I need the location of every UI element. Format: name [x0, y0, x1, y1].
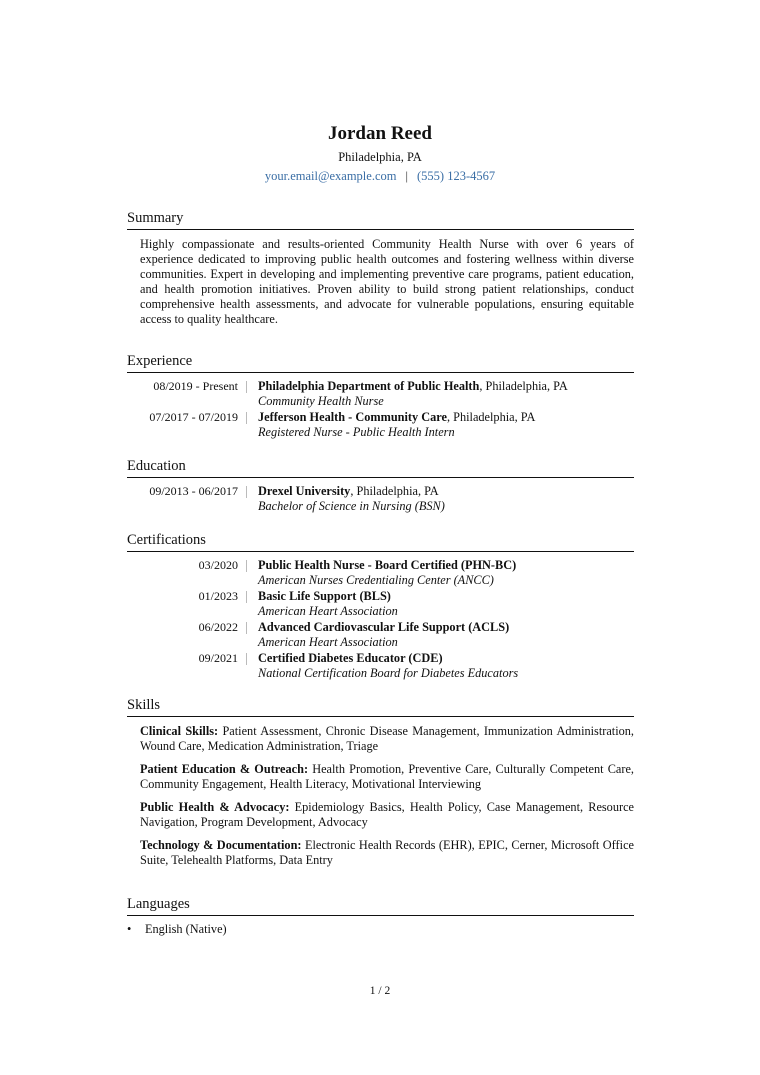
- education-section: [127, 457, 634, 515]
- skill-group-label: Public Health & Advocacy:: [140, 800, 290, 814]
- skill-group-label: Patient Education & Outreach:: [140, 762, 309, 776]
- entry-divider: [246, 591, 247, 603]
- section-title-summary: Summary: [127, 209, 634, 230]
- certification-issuer: National Certification Board for Diabetes Educators: [258, 666, 519, 680]
- skill-group: [140, 838, 634, 868]
- bullet-icon: •: [127, 922, 132, 936]
- skill-group-text: Health Promotion, Preventive Care, Culturally Competent Care, Community Engagement, Health Literacy, Motivational Interviewing: [140, 762, 634, 791]
- certification-entry: [127, 620, 634, 651]
- certification-issuer: American Heart Association: [258, 604, 398, 618]
- entry-date: 03/2020: [198, 558, 238, 572]
- language-text: English (Native): [145, 922, 227, 936]
- entry-organization: Philadelphia Department of Public Health: [258, 379, 480, 393]
- languages-section: [127, 895, 634, 937]
- phone-link[interactable]: (555) 123-4567: [417, 169, 496, 183]
- entry-date: 09/2013 - 06/2017: [149, 484, 238, 498]
- experience-entry: [127, 379, 634, 410]
- entry-organization: Drexel University: [258, 484, 351, 498]
- section-title-skills: Skills: [127, 696, 634, 717]
- entry-degree: Bachelor of Science in Nursing (BSN): [258, 499, 445, 513]
- skill-group-text: Electronic Health Records (EHR), EPIC, Cerner, Microsoft Office Suite, Telehealth Platforms, Data Entry: [140, 838, 634, 867]
- summary-text: Highly compassionate and results-oriented Community Health Nurse with over 6 years of experience dedicated to improving public health outcomes and fostering wellness within diverse communities. Expert in developing and implementing preventive care programs, patient education, and health promotion initiatives. Proven ability to build strong patient relationships, conduct comprehensive health assessments, and advocate for vulnerable populations, ensuring equitable access to quality healthcare.: [140, 237, 634, 326]
- certification-issuer: American Heart Association: [258, 635, 398, 649]
- certification-name: Certified Diabetes Educator (CDE): [258, 651, 443, 665]
- certification-entry: [127, 558, 634, 589]
- experience-section: [127, 352, 634, 441]
- skills-section: [127, 696, 634, 868]
- entry-organization: Jefferson Health - Community Care: [258, 410, 447, 424]
- entry-date: 08/2019 - Present: [153, 379, 238, 393]
- contact-line: [0, 168, 760, 184]
- skill-group: [140, 724, 634, 754]
- entry-place: , Philadelphia, PA: [350, 484, 439, 498]
- summary-section: [127, 209, 634, 327]
- email-link[interactable]: your.email@example.com: [264, 169, 397, 183]
- skill-group-label: Clinical Skills:: [140, 724, 219, 738]
- section-title-education: Education: [127, 457, 634, 478]
- candidate-name: Jordan Reed: [328, 123, 432, 144]
- entry-date: 06/2022: [198, 620, 238, 634]
- language-item: [127, 922, 634, 937]
- entry-divider: [246, 653, 247, 665]
- candidate-location: Philadelphia, PA: [338, 150, 422, 164]
- experience-entry: [127, 410, 634, 441]
- entry-role: Community Health Nurse: [258, 394, 384, 408]
- entry-date: 01/2023: [198, 589, 238, 603]
- skill-group: [140, 762, 634, 792]
- entry-divider: [246, 412, 247, 424]
- entry-role: Registered Nurse - Public Health Intern: [258, 425, 455, 439]
- certification-issuer: American Nurses Credentialing Center (ANCC): [258, 573, 494, 587]
- section-title-languages: Languages: [127, 895, 634, 916]
- entry-divider: [246, 381, 247, 393]
- entry-divider: [246, 560, 247, 572]
- certification-name: Advanced Cardiovascular Life Support (ACLS): [258, 620, 510, 634]
- entry-divider: [246, 486, 247, 498]
- certification-entry: [127, 589, 634, 620]
- entry-divider: [246, 622, 247, 634]
- entry-date: 07/2017 - 07/2019: [149, 410, 238, 424]
- skill-group-text: Patient Assessment, Chronic Disease Management, Immunization Administration, Wound Care, Medication Administration, Triage: [140, 724, 635, 753]
- contact-separator: |: [405, 169, 408, 183]
- certifications-section: [127, 531, 634, 682]
- resume-header: [0, 122, 760, 184]
- certification-name: Public Health Nurse - Board Certified (PHN-BC): [258, 558, 517, 572]
- section-title-certifications: Certifications: [127, 531, 634, 552]
- certification-name: Basic Life Support (BLS): [258, 589, 391, 603]
- entry-date: 09/2021: [198, 651, 238, 665]
- page-number: 1 / 2: [369, 985, 391, 997]
- education-entry: [127, 484, 634, 515]
- section-title-experience: Experience: [127, 352, 634, 373]
- certification-entry: [127, 651, 634, 682]
- entry-place: , Philadelphia, PA: [446, 410, 536, 424]
- skill-group-label: Technology & Documentation:: [140, 838, 302, 852]
- skill-group-text: Epidemiology Basics, Health Policy, Case Management, Resource Navigation, Program Development, Advocacy: [140, 800, 634, 829]
- skill-group: [140, 800, 634, 830]
- entry-place: , Philadelphia, PA: [479, 379, 568, 393]
